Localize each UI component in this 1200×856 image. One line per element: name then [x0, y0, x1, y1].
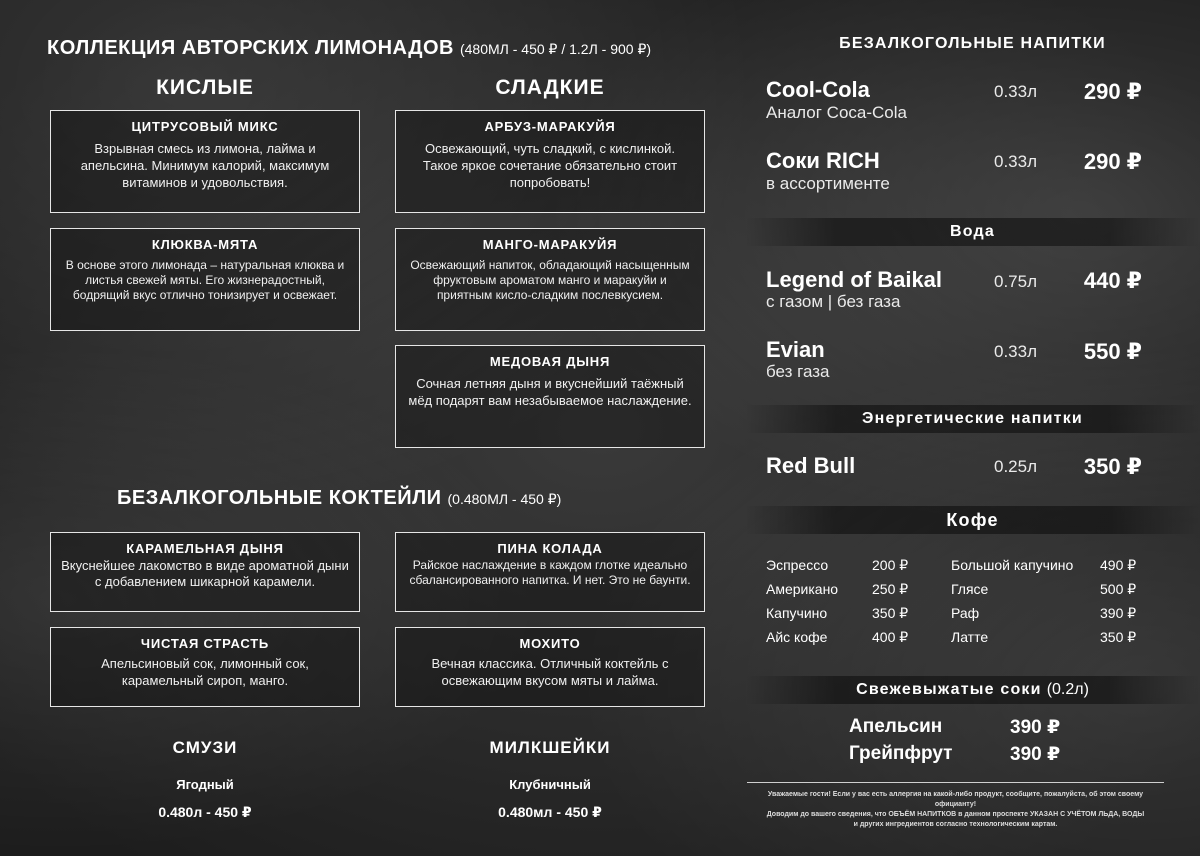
juice-name: Апельсин	[849, 716, 943, 737]
drink-subtitle: с газом | без газа	[766, 292, 901, 311]
coffee-item-price: 500 ₽	[1100, 581, 1137, 597]
drink-price: 290 ₽	[1083, 79, 1142, 104]
coffee-item-name: Эспрессо	[766, 557, 829, 573]
card-description: Освежающий, чуть сладкий, с кислинкой. Такое яркое сочетание обязательно стоит попробовать!	[422, 141, 678, 190]
coffee-item-name: Капучино	[766, 605, 828, 621]
card-title: МОХИТО	[519, 636, 581, 651]
note-line: Доводим до вашего сведения, что ОБЪЁМ НАПИТКОВ в данном проспекте УКАЗАН С УЧЁТОМ ЛЬДА, ВОДЫ	[766, 811, 1145, 818]
menu-card-mango-passionfruit	[395, 228, 705, 331]
coffee-item-name: Раф	[951, 605, 980, 621]
drink-price: 440 ₽	[1083, 268, 1142, 293]
juice-name: Грейпфрут	[849, 743, 953, 764]
card-description: Освежающий напиток, обладающий насыщенным фруктовым ароматом манго и маракуйи и приятным кисло-сладким послевкусием.	[410, 258, 690, 302]
card-description: В основе этого лимонада – натуральная клюква и листья свежей мяты. Его жизнерадостный, бодрящий вкус отлично тонизирует и освежает.	[65, 258, 345, 302]
card-title: КАРАМЕЛЬНАЯ ДЫНЯ	[126, 541, 284, 556]
card-title: ЦИТРУСОВЫЙ МИКС	[131, 119, 279, 134]
drink-price: 290 ₽	[1083, 149, 1142, 174]
menu-card-pina-colada	[395, 532, 705, 612]
juice-price: 390 ₽	[1010, 744, 1061, 765]
card-description: Взрывная смесь из лимона, лайма и апельсина. Минимум калорий, максимум витаминов и удовольствия.	[80, 141, 330, 190]
coffee-section-title: Кофе	[745, 506, 1200, 534]
menu-card-watermelon-passionfruit	[395, 110, 705, 213]
card-title: МАНГО-МАРАКУЙЯ	[482, 237, 618, 252]
menu-card-pure-passion	[50, 627, 360, 707]
coffee-item-name: Американо	[766, 581, 839, 597]
milkshake-price: 0.480мл - 450 ₽	[498, 804, 602, 820]
menu-card-honey-melon	[395, 345, 705, 448]
energy-section-title: Энергетические напитки	[745, 405, 1200, 433]
coffee-item-name: Айс кофе	[766, 629, 828, 645]
smoothie-title: СМУЗИ	[172, 738, 238, 757]
lemonade-title-prices: (480МЛ - 450 ₽ / 1.2Л - 900 ₽)	[459, 41, 652, 57]
milkshake-item: Клубничный	[509, 777, 591, 792]
column-head-sweet: СЛАДКИЕ	[495, 76, 605, 99]
coffee-item-price: 390 ₽	[1100, 605, 1137, 621]
drink-subtitle: Аналог Coca-Cola	[766, 103, 907, 122]
menu-card-mojito	[395, 627, 705, 707]
drink-volume: 0.75л	[994, 272, 1038, 291]
coffee-item-price: 250 ₽	[872, 581, 909, 597]
cocktails-title-price: (0.480МЛ - 450 ₽)	[447, 491, 562, 507]
soft-drinks-title: БЕЗАЛКОГОЛЬНЫЕ НАПИТКИ	[839, 35, 1106, 52]
drink-name: Соки RICH	[766, 148, 880, 173]
drink-price: 550 ₽	[1083, 339, 1142, 364]
column-head-sour: КИСЛЫЕ	[156, 76, 254, 99]
smoothie-item: Ягодный	[176, 777, 234, 792]
drink-volume: 0.33л	[994, 82, 1038, 101]
card-title: ПИНА КОЛАДА	[497, 541, 603, 556]
drink-price: 350 ₽	[1083, 454, 1142, 479]
divider	[747, 782, 1164, 783]
drink-subtitle: в ассортименте	[766, 174, 890, 193]
drink-volume: 0.33л	[994, 342, 1038, 361]
juice-price: 390 ₽	[1010, 717, 1061, 738]
coffee-item-name: Латте	[951, 629, 989, 645]
card-title: АРБУЗ-МАРАКУЙЯ	[484, 119, 616, 134]
card-title: ЧИСТАЯ СТРАСТЬ	[140, 636, 270, 651]
coffee-item-price: 400 ₽	[872, 629, 909, 645]
drink-subtitle: без газа	[766, 362, 830, 381]
card-title: КЛЮКВА-МЯТА	[151, 237, 259, 252]
lemonade-collection-title	[47, 37, 651, 60]
cocktails-title-text: БЕЗАЛКОГОЛЬНЫЕ КОКТЕЙЛИ	[117, 487, 442, 509]
menu-card-cranberry-mint	[50, 228, 360, 331]
coffee-item-price: 350 ₽	[872, 605, 909, 621]
cocktails-title	[117, 487, 561, 510]
coffee-item-price: 350 ₽	[1100, 629, 1137, 645]
coffee-item-name: Большой капучино	[951, 557, 1074, 573]
juices-section-title	[745, 676, 1200, 704]
menu-card-citrus-mix	[50, 110, 360, 213]
juices-title-text: Свежевыжатые соки	[856, 681, 1042, 698]
lemonade-title-text: КОЛЛЕКЦИЯ АВТОРСКИХ ЛИМОНАДОВ	[47, 37, 454, 59]
card-title: МЕДОВАЯ ДЫНЯ	[489, 354, 611, 369]
coffee-item-price: 200 ₽	[872, 557, 909, 573]
drink-name: Legend of Baikal	[766, 267, 943, 292]
card-description: Райское наслаждение в каждом глотке идеально сбалансированного напитка. И нет. Это не баунти.	[409, 558, 691, 587]
note-line: Уважаемые гости! Если у вас есть аллергия на какой-либо продукт, сообщите, пожалуйста, об этом своему официанту!	[767, 791, 1144, 808]
drink-volume: 0.25л	[994, 457, 1038, 476]
menu-card-caramel-melon	[50, 532, 360, 612]
milkshake-title: МИЛКШЕЙКИ	[489, 738, 611, 757]
drink-volume: 0.33л	[994, 152, 1038, 171]
smoothie-price: 0.480л - 450 ₽	[158, 804, 252, 820]
card-description: Сочная летняя дыня и вкуснейший таёжный мёд подарят вам незабываемое наслаждение.	[408, 376, 692, 408]
allergy-note	[747, 790, 1164, 830]
card-description: Вкуснейшее лакомство в виде ароматной дыни с добавлением шикарной карамели.	[61, 558, 349, 589]
card-description: Апельсиновый сок, лимонный сок, карамельный сироп, манго.	[101, 656, 309, 688]
water-section-title: Вода	[745, 218, 1200, 246]
drink-name: Cool-Cola	[766, 77, 870, 102]
coffee-item-name: Глясе	[951, 581, 989, 597]
coffee-item-price: 490 ₽	[1100, 557, 1137, 573]
note-line: и других ингредиентов согласно технологическим картам.	[853, 821, 1058, 828]
drink-name: Evian	[766, 337, 825, 362]
card-description: Вечная классика. Отличный коктейль с освежающим вкусом мяты и лайма.	[431, 656, 669, 688]
drink-name: Red Bull	[766, 453, 856, 478]
juices-title-volume: (0.2л)	[1046, 681, 1089, 698]
